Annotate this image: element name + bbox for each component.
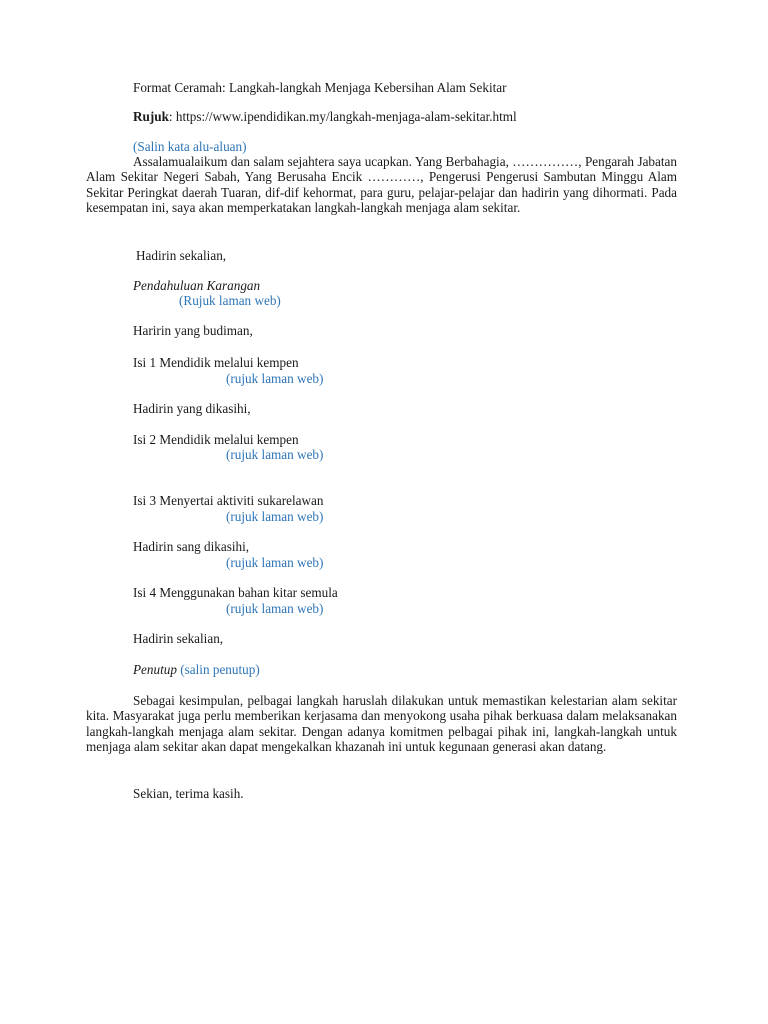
intro-paragraph: Assalamualaikum dan salam sejahtera saya ucapkan. Yang Berbahagia, ……………, Pengarah Jabatan Alam Sekitar Negeri Sabah, Yang Berusaha Encik …………, Pengerusi Pengerusi Sambutan Minggu Alam Sekitar Peringkat daerah Tuaran, dif-dif kehormat, para guru, pelajar-pelajar dan hadirin yang dihormati. Pada kesempatan ini, saya akan memperkatakan langkah-langkah menjaga alam sekitar.	[86, 154, 677, 215]
hadirin-sang-dikasihi: Hadirin sang dikasihi,	[133, 539, 250, 554]
haririn-budiman: Haririn yang budiman,	[133, 323, 253, 338]
hadirin-sekalian-1: Hadirin sekalian,	[136, 248, 227, 263]
rujuk-laman-web-isi2: (rujuk laman web)	[226, 447, 324, 462]
closing-paragraph: Sebagai kesimpulan, pelbagai langkah haruslah dilakukan untuk memastikan kelestarian alam sekitar kita. Masyarakat juga perlu memberikan kerjasama dan menyokong usaha pihak berkuasa dalam melaksanakan langkah-langkah menjaga alam sekitar. Dengan adanya komitmen pelbagai pihak ini, langkah-langkah untuk menjaga alam sekitar akan dapat mengekalkan khazanah ini untuk kegunaan generasi akan datang.	[86, 693, 677, 754]
rujuk-laman-web-isi4: (rujuk laman web)	[226, 601, 324, 616]
sekian-line: Sekian, terima kasih.	[133, 786, 244, 801]
rujuk-laman-web-sang: (rujuk laman web)	[226, 555, 324, 570]
penutup-line	[133, 662, 260, 677]
rujuk-laman-web-isi1: (rujuk laman web)	[226, 371, 324, 386]
isi-4: Isi 4 Menggunakan bahan kitar semula	[133, 585, 338, 600]
rujuk-laman-web-isi3: (rujuk laman web)	[226, 509, 324, 524]
pendahuluan-heading: Pendahuluan Karangan	[133, 278, 261, 293]
isi-3: Isi 3 Menyertai aktiviti sukarelawan	[133, 493, 324, 508]
salin-penutup: (salin penutup)	[180, 662, 260, 677]
hadirin-sekalian-2: Hadirin sekalian,	[133, 631, 224, 646]
penutup-heading: Penutup	[133, 662, 177, 677]
isi-1: Isi 1 Mendidik melalui kempen	[133, 355, 299, 370]
hadirin-dikasihi: Hadirin yang dikasihi,	[133, 401, 251, 416]
rujuk-label: Rujuk	[133, 109, 169, 124]
rujuk-laman-web-pendahuluan: (Rujuk laman web)	[179, 293, 281, 308]
document-title: Format Ceramah: Langkah-langkah Menjaga Kebersihan Alam Sekitar	[133, 80, 507, 95]
isi-2: Isi 2 Mendidik melalui kempen	[133, 432, 299, 447]
salin-note: (Salin kata alu-aluan)	[133, 139, 247, 154]
rujuk-url: : https://www.ipendidikan.my/langkah-menjaga-alam-sekitar.html	[168, 109, 517, 124]
rujuk-line	[133, 109, 517, 124]
